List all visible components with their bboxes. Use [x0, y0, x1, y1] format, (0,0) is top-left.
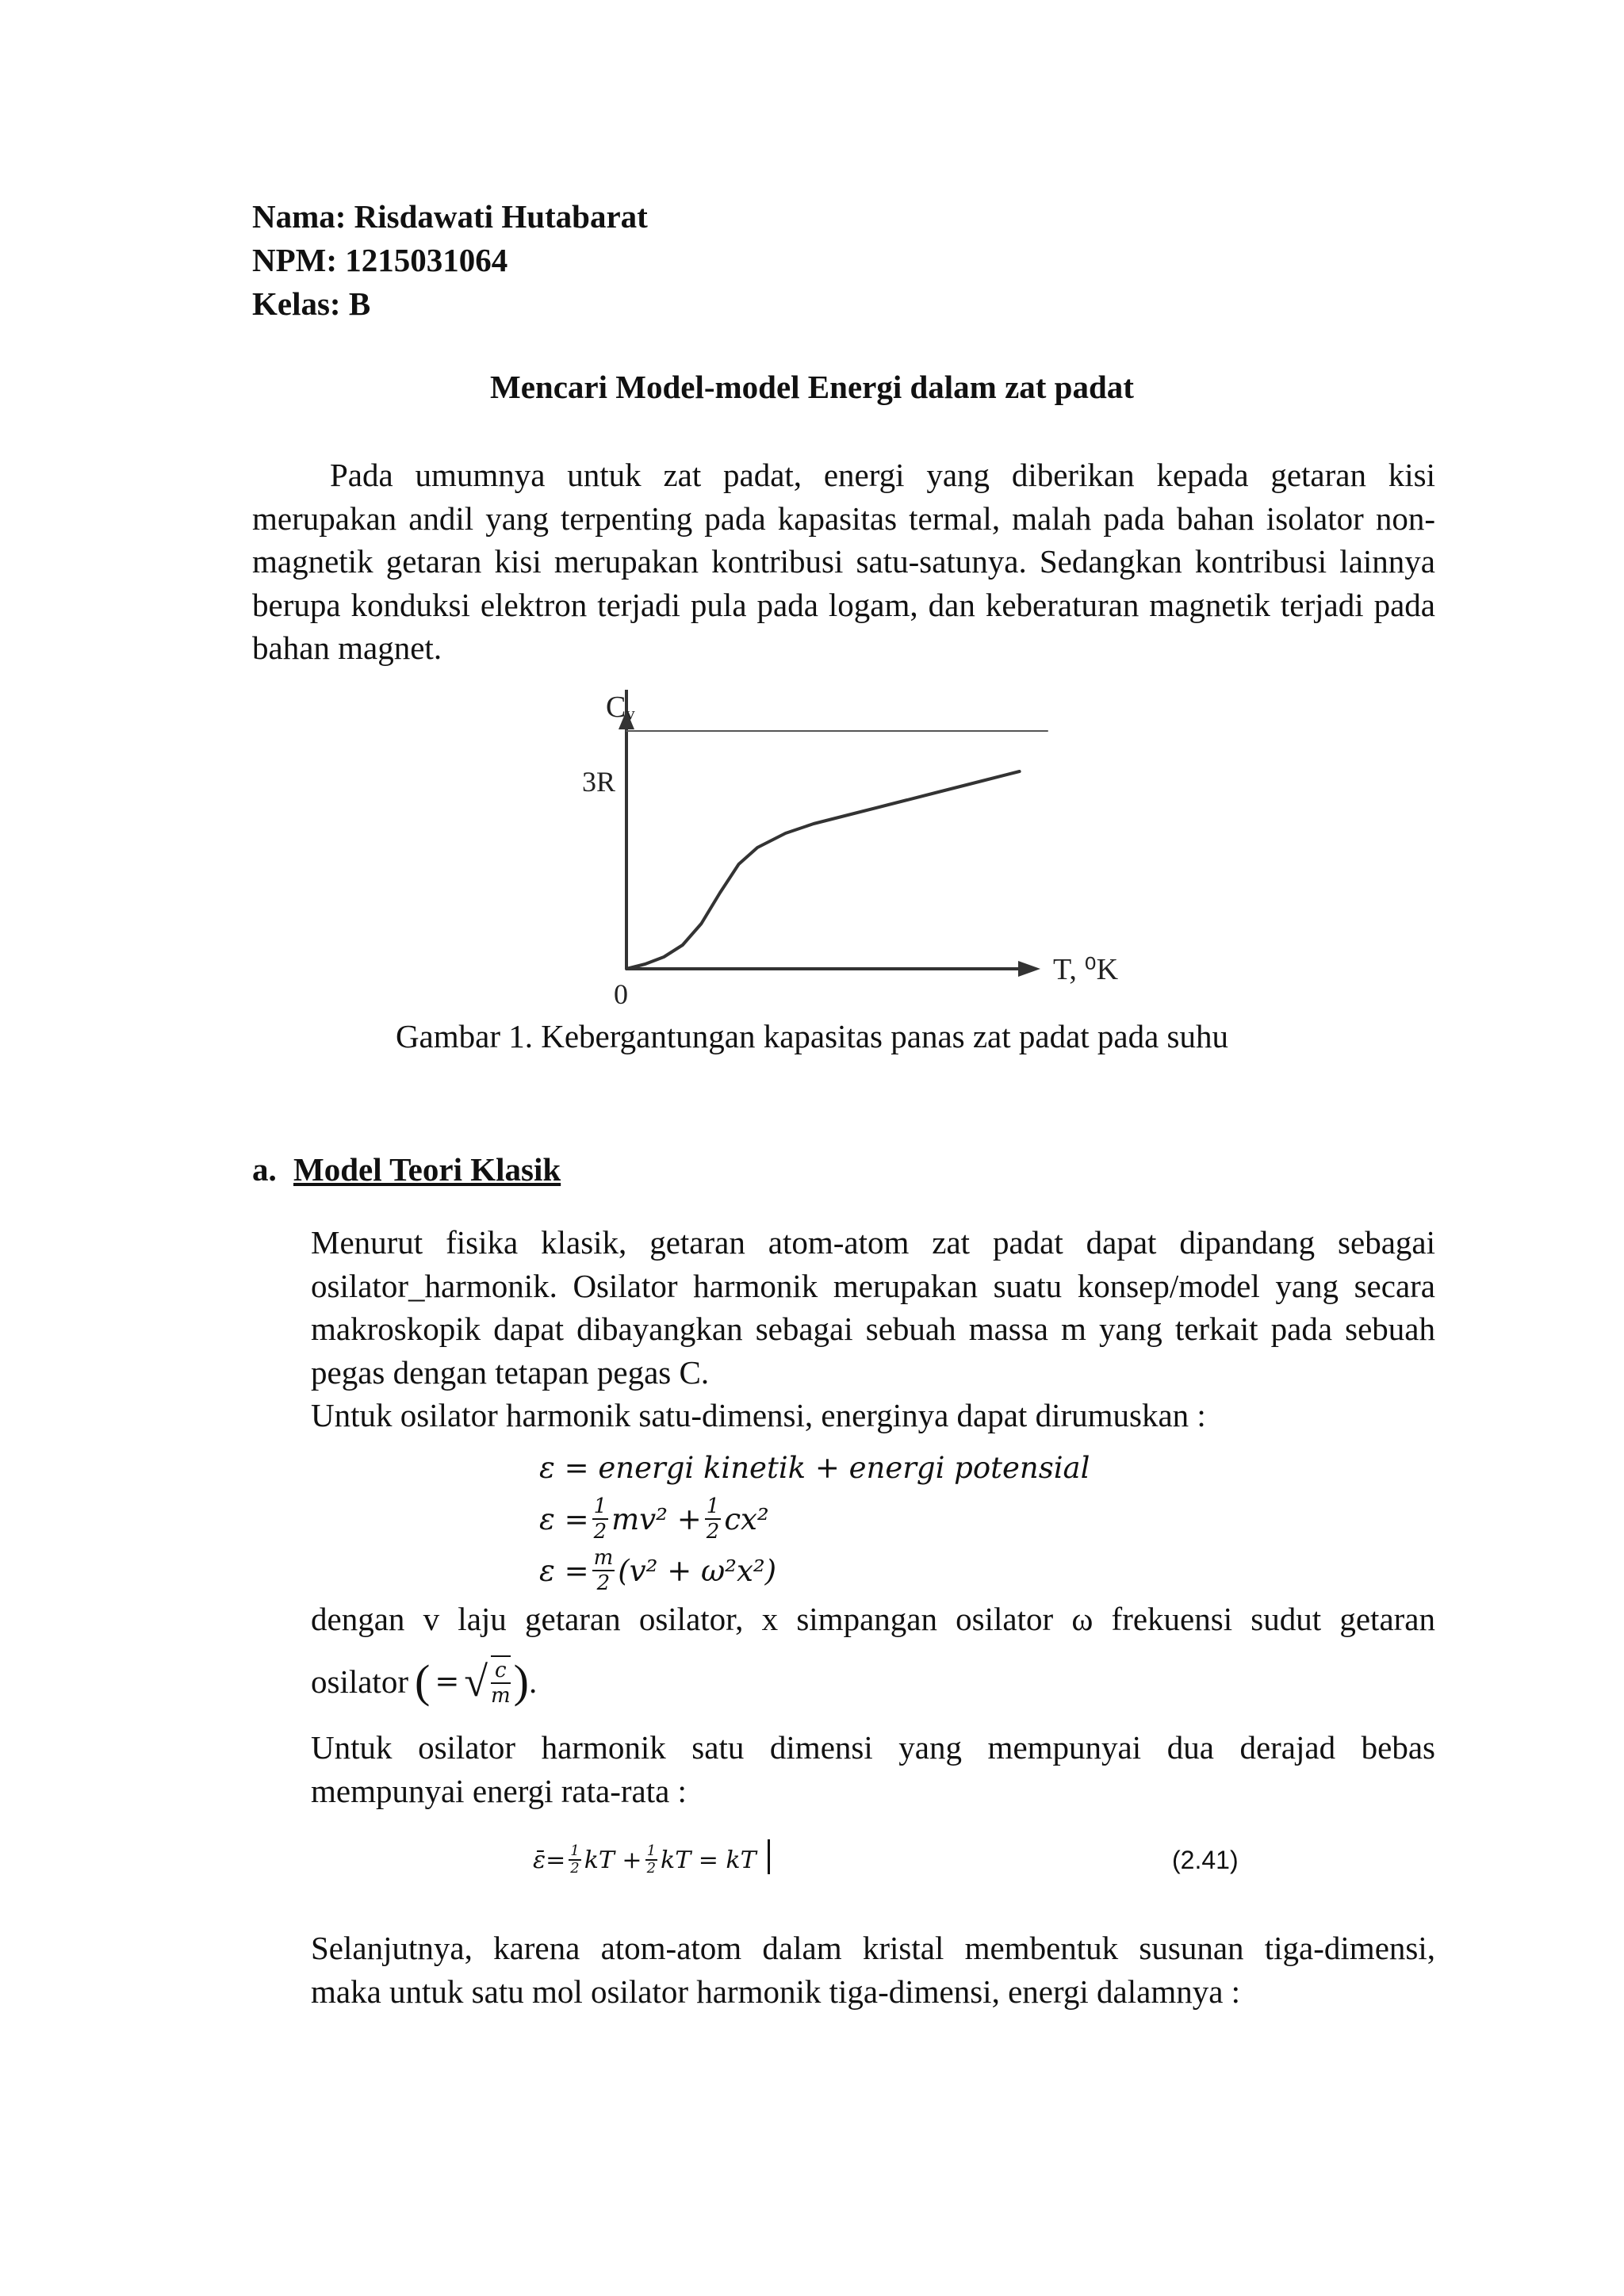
x-axis-label: T, ⁰K [1053, 953, 1119, 986]
intro-line: magnetik getaran kisi merupakan kontribusi satu-satunya. Sedangkan kontribusi lainnya [252, 543, 1435, 580]
omega-line-text: osilator [311, 1663, 408, 1700]
section-a-paragraph-4 [311, 1726, 1435, 1812]
intro-line: bahan magnet. [252, 629, 442, 666]
eq4-term-1: kT + [584, 1846, 642, 1874]
eq3-rhs: (v² + ω²x²) [618, 1553, 777, 1588]
intro-paragraph [252, 453, 1435, 670]
omega-definition-line [311, 1655, 537, 1708]
equation-energy-omega [539, 1546, 776, 1595]
y-axis-label: Cᵥ [606, 691, 635, 724]
paragraph-line: Untuk osilator harmonik satu dimensi yang mempunyai dua derajad bebas [311, 1729, 1435, 1766]
document-title: Mencari Model-model Energi dalam zat padat [490, 369, 1134, 405]
section-a-paragraph-3 [311, 1598, 1435, 1641]
paragraph-line: dengan v laju getaran osilator, x simpangan osilator ω frekuensi sudut getaran [311, 1601, 1435, 1637]
paragraph-line: makroskopik dapat dibayangkan sebagai sebuah massa m yang terkait pada sebuah [311, 1311, 1435, 1347]
eq3-lhs: ε = [539, 1553, 589, 1588]
x-axis-arrow [1018, 961, 1040, 977]
paragraph-line: mempunyai energi rata-rata : [311, 1772, 687, 1809]
eq2-term-kinetic: mv² + [611, 1502, 702, 1536]
paragraph-line: pegas dengan tetapan pegas C. [311, 1353, 710, 1391]
eq2-lhs: ε = [539, 1502, 589, 1536]
intro-line: Pada umumnya untuk zat padat, energi yang diberikan kepada getaran kisi [330, 457, 1435, 493]
intro-line: berupa konduksi elektron terjadi pula pada logam, dan keberaturan magnetik terjadi pada [252, 586, 1435, 623]
fraction-half: $\frac{1}{2}$ [646, 1843, 657, 1877]
equation-energy-terms [539, 1494, 769, 1544]
chart-marks [626, 731, 1048, 969]
eq4-term-2: kT = kT [661, 1846, 756, 1874]
heat-capacity-figure [555, 690, 1158, 1007]
section-a-title: Model Teori Klasik [293, 1151, 561, 1188]
origin-label: 0 [614, 978, 628, 1007]
student-name: Nama: Risdawati Hutabarat [252, 198, 648, 235]
paragraph-line: maka untuk satu mol osilator harmonik tiga-dimensi, energi dalamnya : [311, 1973, 1241, 2010]
equation-energy-sum: ε = energi kinetik + energi potensial [539, 1451, 1090, 1485]
close-paren: ) [513, 1655, 529, 1707]
intro-line: merupakan andil yang terpenting pada kapasitas termal, malah pada bahan isolator non- [252, 499, 1435, 537]
section-a-label: a. [252, 1151, 277, 1188]
fraction-half: $\frac{1}{2}$ [706, 1494, 720, 1544]
equation-number: (2.41) [1172, 1846, 1239, 1874]
paragraph-line: Menurut fisika klasik, getaran atom-atom zat padat dapat dipandang sebagai [311, 1224, 1435, 1261]
paragraph-line: Selanjutnya, karena atom-atom dalam kristal membentuk susunan tiga-dimensi, [311, 1930, 1435, 1966]
section-a-paragraph-1 [311, 1221, 1435, 1437]
sqrt-symbol: √ [464, 1657, 488, 1705]
section-a-paragraph-5 [311, 1927, 1435, 2013]
student-class: Kelas: B [252, 285, 371, 322]
paragraph-line: Untuk osilator harmonik satu-dimensi, energinya dapat dirumuskan : [311, 1397, 1206, 1433]
paragraph-line: osilator_harmonik. Osilator harmonik merupakan suatu konsep/model yang secara [311, 1267, 1435, 1304]
equation-average-energy [533, 1843, 756, 1877]
fraction-half: $\frac{1}{2}$ [593, 1494, 607, 1544]
level-3r-label: 3R [582, 766, 616, 798]
figure-caption: Gambar 1. Kebergantungan kapasitas panas zat padat pada suhu [395, 1018, 1229, 1054]
text-cursor [768, 1839, 770, 1874]
eq4-lhs: ε̄= [533, 1846, 566, 1874]
fraction-m-over-2: $\frac{m}{2}$ [593, 1546, 614, 1595]
equals-sign: = [435, 1663, 460, 1698]
student-npm: NPM: 1215031064 [252, 242, 508, 278]
fraction-c-over-m: $\frac{c}{m}$ [491, 1655, 511, 1708]
fraction-half: $\frac{1}{2}$ [570, 1843, 580, 1877]
sentence-end: . [528, 1663, 538, 1700]
open-paren: ( [414, 1655, 431, 1707]
heat-capacity-curve [626, 771, 1020, 969]
eq2-term-potential: cx² [724, 1502, 769, 1536]
